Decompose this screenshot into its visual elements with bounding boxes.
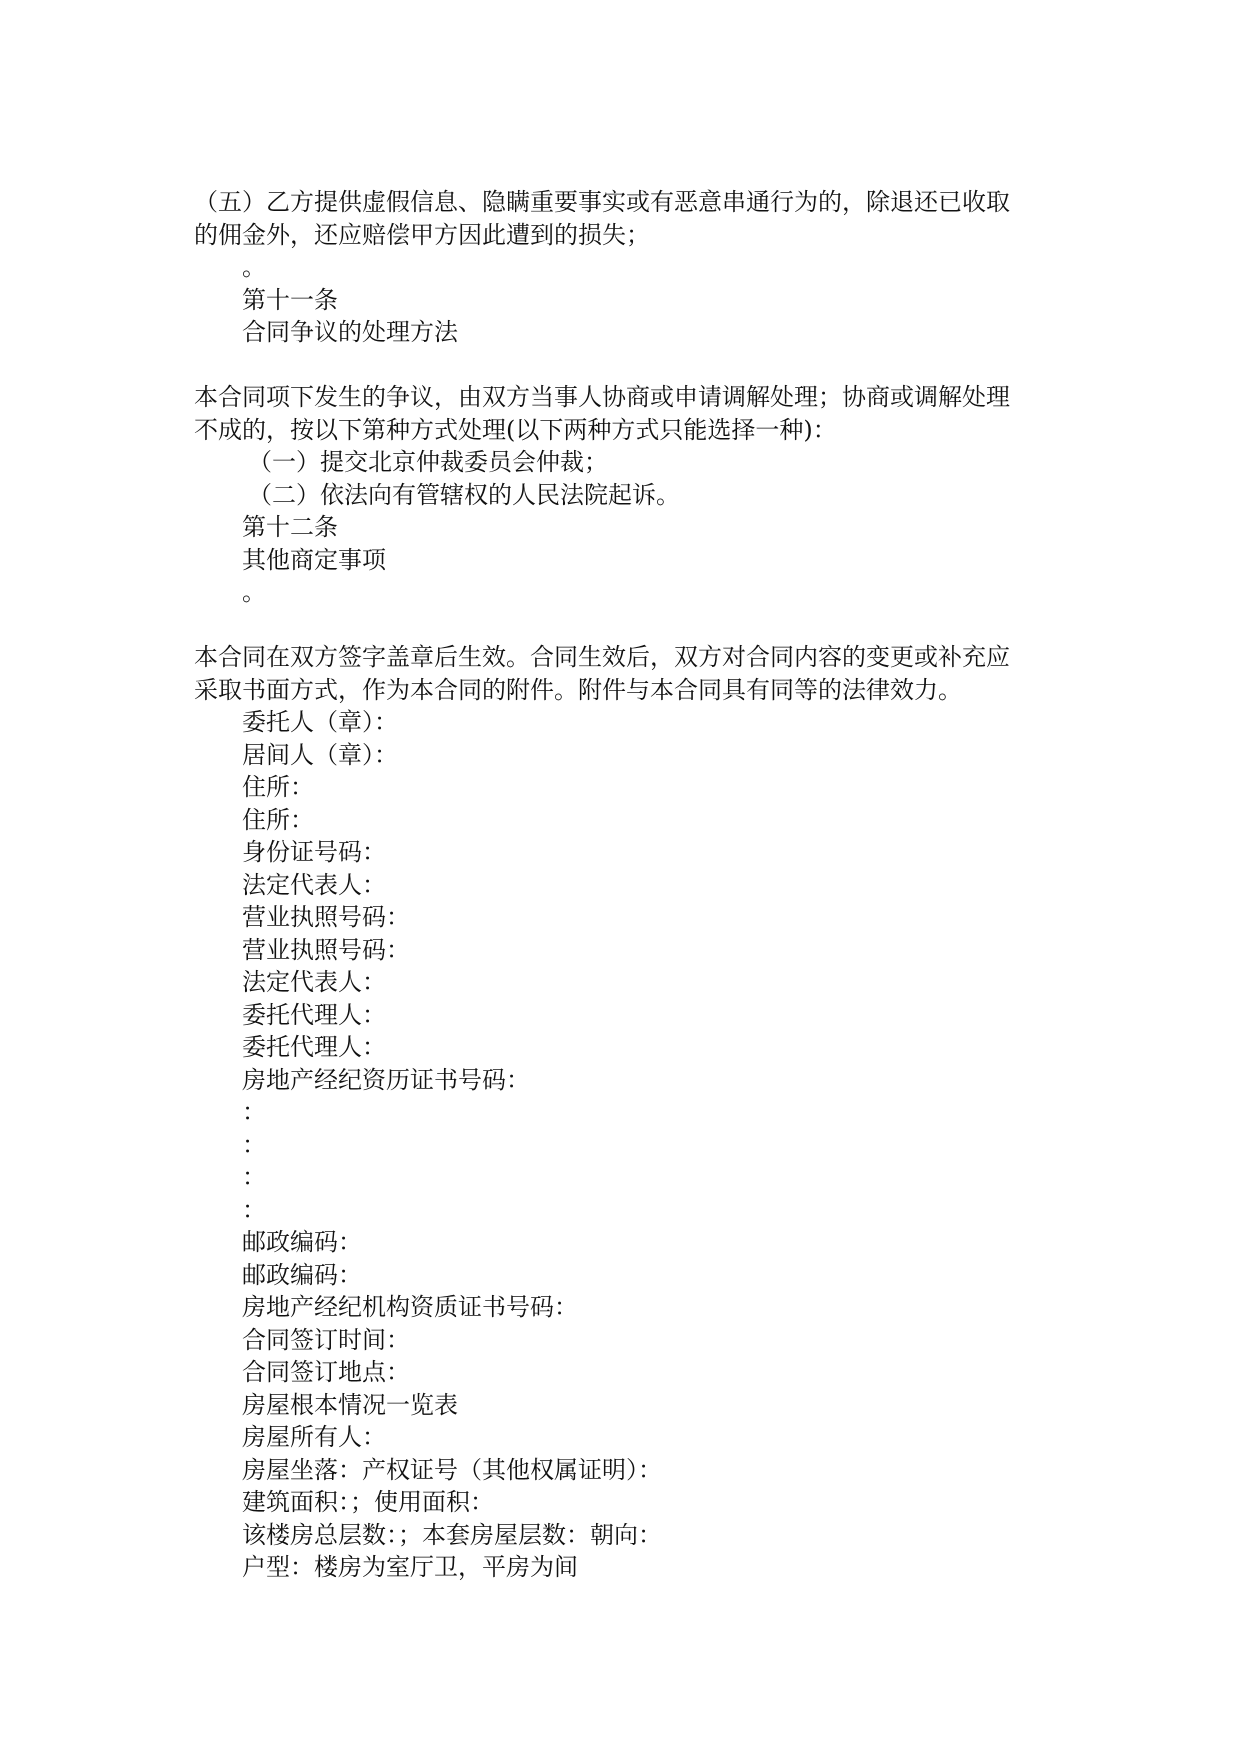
text-line: ： [242, 1163, 266, 1191]
text-line: 本合同项下发生的争议，由双方当事人协商或申请调解处理；协商或调解处理 [194, 383, 1010, 411]
blank-line [194, 609, 1054, 642]
text-line: 其他商定事项 [242, 545, 386, 574]
text-line: ： [242, 1098, 266, 1126]
text-line: 委托人（章）： [242, 708, 398, 736]
text-line: 。 [242, 578, 266, 606]
text-line: 住所： [242, 773, 314, 801]
text-line: ： [242, 1195, 266, 1224]
text-line: 第十一条 [242, 285, 338, 314]
text-line: ： [242, 1130, 266, 1159]
text-line: 房地产经纪机构资质证书号码： [242, 1293, 578, 1321]
text-line: 邮政编码： [242, 1228, 362, 1256]
text-line: 房屋所有人： [242, 1423, 386, 1451]
text-line: 邮政编码： [242, 1260, 362, 1289]
text-line: 身份证号码： [242, 838, 386, 866]
text-line: 第十二条 [242, 513, 338, 541]
text-line: 法定代表人： [242, 870, 386, 899]
text-line: 营业执照号码： [242, 903, 410, 931]
text-line: 委托代理人： [242, 1000, 386, 1029]
text-line: 房屋根本情况一览表 [242, 1390, 458, 1419]
text-line: 居间人（章）： [242, 740, 398, 769]
text-line: 房地产经纪资历证书号码： [242, 1065, 530, 1094]
text-line: 。 [242, 253, 266, 281]
blank-line [194, 349, 1054, 382]
text-line: （五）乙方提供虚假信息、隐瞒重要事实或有恶意串通行为的，除退还已收取 [194, 188, 1010, 216]
text-line: 本合同在双方签字盖章后生效。合同生效后，双方对合同内容的变更或补充应 [194, 643, 1010, 671]
text-line: 该楼房总层数：；本套房屋层数：朝向： [242, 1520, 662, 1549]
text-line: （一）提交北京仲裁委员会仲裁； [248, 448, 608, 476]
text-line: 建筑面积：；使用面积： [242, 1488, 494, 1516]
text-line: （二）依法向有管辖权的人民法院起诉。 [248, 480, 680, 509]
text-line: 合同争议的处理方法 [242, 318, 458, 346]
text-line: 委托代理人： [242, 1033, 386, 1061]
text-line: 住所： [242, 805, 314, 834]
text-line: 法定代表人： [242, 968, 386, 996]
text-line: 不成的，按以下第种方式处理(以下两种方式只能选择一种)： [194, 415, 837, 444]
text-line: 合同签订地点： [242, 1358, 410, 1386]
text-line: 营业执照号码： [242, 935, 410, 964]
text-line: 采取书面方式，作为本合同的附件。附件与本合同具有同等的法律效力。 [194, 675, 962, 704]
text-line: 合同签订时间： [242, 1325, 410, 1354]
text-line: 的佣金外，还应赔偿甲方因此遭到的损失； [194, 220, 650, 249]
text-line: 户型：楼房为室厅卫，平房为间 [242, 1553, 578, 1581]
text-line: 房屋坐落：产权证号（其他权属证明）： [242, 1455, 662, 1484]
document-body [194, 186, 1054, 1584]
